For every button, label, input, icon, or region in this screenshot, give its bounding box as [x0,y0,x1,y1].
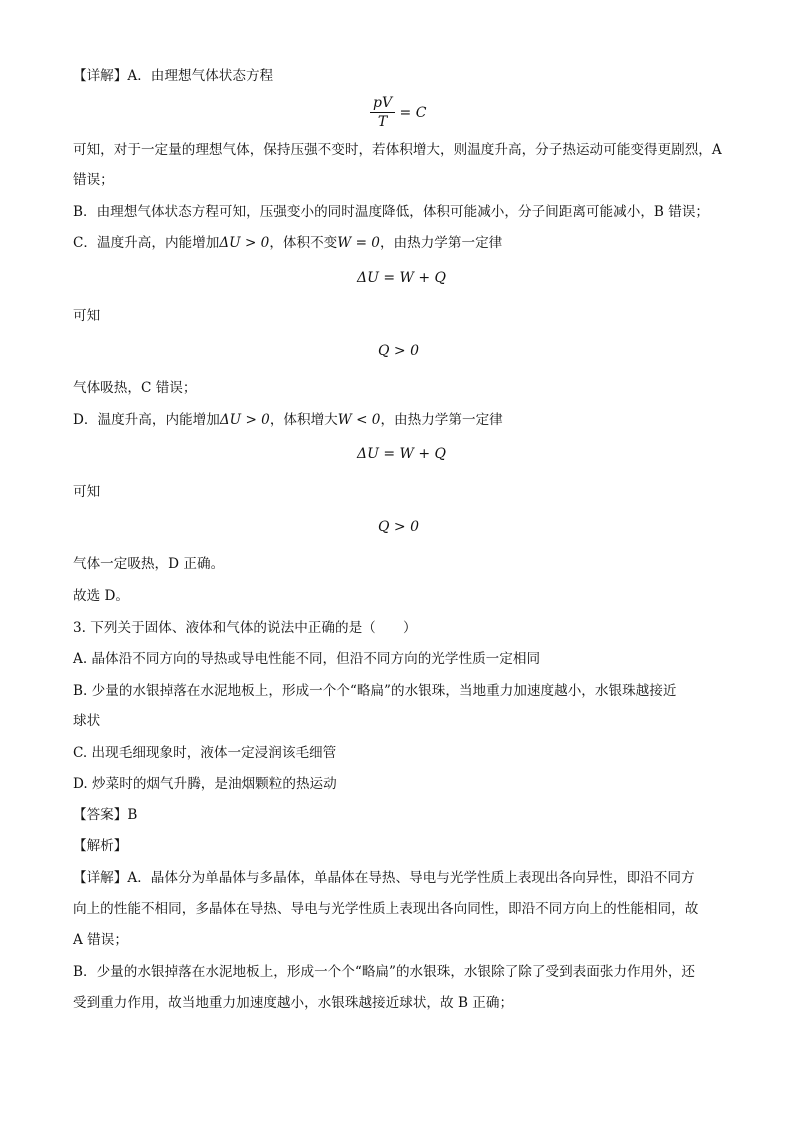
text-segment: ，由热力学第一定律 [380,412,503,428]
fraction-numerator: pV [370,94,395,113]
inline-math: W = 0 [337,235,380,251]
inline-math: ΔU > 0 [219,235,270,251]
text-segment: ，体积不变 [269,235,338,251]
option-d: D. 炒菜时的烟气升腾，是油烟颗粒的热运动 [73,776,337,792]
equation-first-law: ΔU = W + Q [357,270,447,286]
text-line [73,233,502,253]
text-line: 可知，对于一定量的理想气体，保持压强不变时，若体积增大，则温度升高，分子热运动可能变得更剧烈，A [73,142,722,158]
question-stem: 3. 下列关于固体、液体和气体的说法中正确的是（ ） [73,620,417,636]
equation-first-law: ΔU = W + Q [357,446,447,462]
equation-state [370,94,426,131]
text-line: 气体一定吸热，D 正确。 [73,556,225,572]
text-line: 【详解】A．由理想气体状态方程 [73,68,274,84]
text-segment: D．温度升高，内能增加 [73,412,220,428]
equation-q-positive: Q > 0 [378,519,420,535]
text-line: A 错误； [73,932,128,948]
fraction-denominator: T [377,114,388,130]
analysis-label: 【解析】 [73,838,128,854]
option-a: A. 晶体沿不同方向的导热或导电性能不同，但沿不同方向的光学性质一定相同 [73,651,541,667]
text-line: 可知 [73,484,101,500]
text-line: 向上的性能不相同，多晶体在导热、导电与光学性质上表现出各向同性，即沿不同方向上的性能相同，故 [73,901,699,917]
text-line: 受到重力作用，故当地重力加速度越小，水银珠越接近球状，故 B 正确； [73,995,514,1011]
text-line [73,410,503,430]
text-line: B．少量的水银掉落在水泥地板上，形成一个个“略扁”的水银珠，水银除了除了受到表面张力作用外，还 [73,964,696,980]
inline-math: ΔU > 0 [219,412,270,428]
inline-math: W < 0 [337,412,381,428]
text-line: 气体吸热，C 错误； [73,380,197,396]
answer-label: 【答案】B [73,807,138,823]
text-line: 【详解】A．晶体分为单晶体与多晶体，单晶体在导热、导电与光学性质上表现出各向异性，即沿不同方 [73,870,695,886]
text-line: 可知 [73,308,101,324]
text-segment: C．温度升高，内能增加 [73,235,220,251]
text-line: B．由理想气体状态方程可知，压强变小的同时温度降低，体积可能减小，分子间距离可能减小，B 错误； [73,204,710,220]
fraction [370,94,395,131]
text-line: 故选 D。 [73,588,130,604]
text-segment: ，体积增大 [269,412,338,428]
option-b-continued: 球状 [73,713,101,729]
equation-q-positive: Q > 0 [378,343,420,359]
text-segment: ，由热力学第一定律 [379,235,503,251]
equation-rhs: = C [399,104,427,121]
option-b: B. 少量的水银掉落在水泥地板上，形成一个个“略扁”的水银珠，当地重力加速度越小，水银珠越接近 [73,683,677,699]
text-line: 错误； [73,172,114,188]
option-c: C. 出现毛细现象时，液体一定浸润该毛细管 [73,745,337,761]
